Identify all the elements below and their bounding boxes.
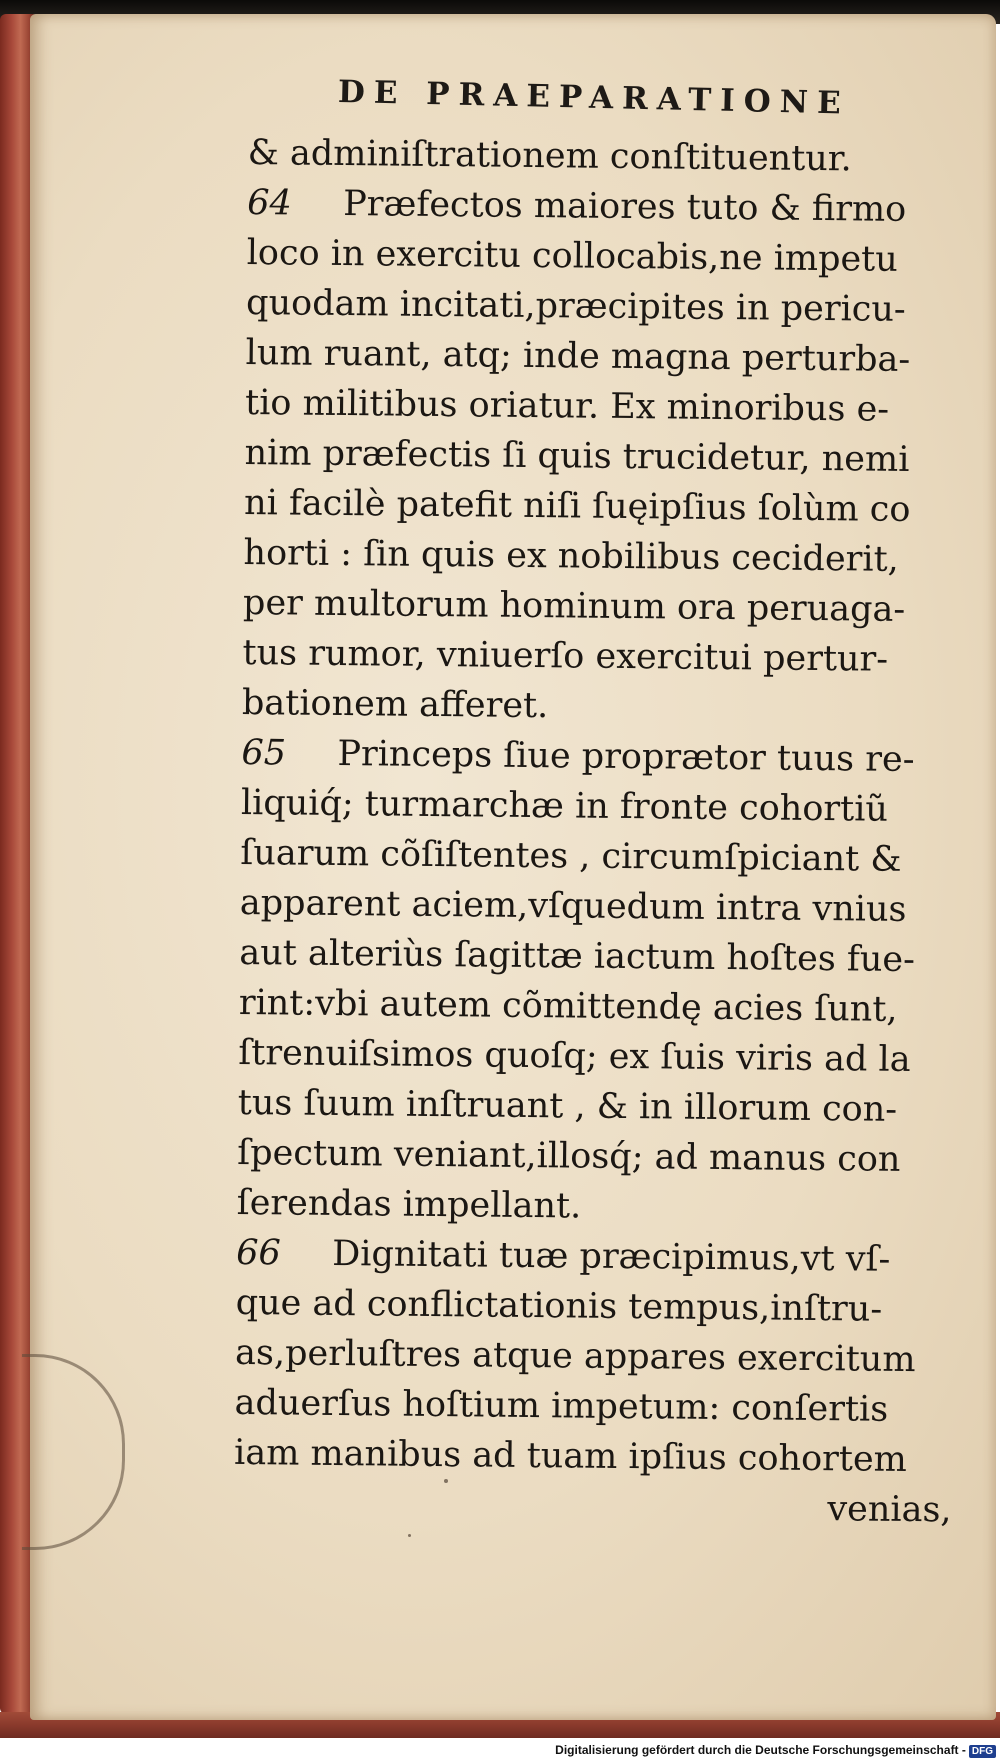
line-text: que ad conflictationis tempus,inſtru- [235,1282,883,1330]
line-text: ſerendas impellant. [236,1182,582,1227]
section-number: 65 [241,732,287,774]
line-text: ſuarum cõſiſtentes , circumſpiciant & [240,832,902,880]
line-text: & adminiſtrationem conſtituentur. [247,132,853,180]
line-text: horti : ſin quis ex nobilibus ceciderit, [243,532,899,580]
line-text: ni facilè patefit niſi ſuęipſius ſolùm co [243,482,911,530]
text-line [239,928,979,986]
text-line [246,278,986,336]
text-line [240,878,980,936]
text-line [245,378,985,436]
line-text: Dignitati tuæ præcipimus,vt vſ- [332,1233,891,1280]
text-line [247,128,987,186]
line-text: rint:vbi autem cõmittendę acies ſunt, [238,982,898,1030]
line-text: quodam incitati,præcipites in pericu- [245,282,906,330]
text-line [240,828,980,886]
line-text: bationem afferet. [241,682,549,727]
text-line [246,228,986,286]
catchword: venias, [827,1489,952,1531]
line-text: Præfectos maiores tuto & firmo [342,184,907,230]
credit-text: Digitalisierung gefördert durch die Deutsche Forschungsgemeinschaft - [555,1743,966,1757]
text-line [242,628,982,686]
text-line [241,778,981,836]
line-text: aduerſus hoſtium impetum: conſertis [234,1382,889,1430]
line-text: Princeps ſiue proprætor tuus re- [337,733,915,781]
line-text: as,perluſtres atque appares exercitum [234,1332,916,1381]
text-line [242,678,982,736]
text-line [244,428,984,486]
line-text: per multorum hominum ora peruaga- [242,582,906,630]
line-text: loco in exercitu collocabis,ne impetu [246,232,898,280]
text-line [235,1278,975,1336]
dfg-logo: DFG [969,1745,996,1758]
running-head: DE PRAEPARATIONE [337,74,851,122]
text-line [234,1378,974,1436]
text-line [247,178,987,236]
text-line [234,1428,974,1486]
text-line [245,328,985,386]
line-text: nim præfectis ſi quis trucidetur, nemi [244,432,910,480]
line-text: ſtrenuiſsimos quoſq; ex ſuis viris ad la [238,1032,911,1080]
line-text: tus rumor, vniuerſo exercitui pertur- [242,632,889,680]
line-text: apparent aciem,vſquedum intra vnius [239,882,907,930]
text-line [239,978,979,1036]
text-line [244,478,984,536]
ink-speck [408,1534,411,1537]
section-number: 64 [247,182,292,224]
line-text: iam manibus ad tuam ipſius cohortem [233,1432,908,1480]
line-text: tus ſuum inſtruant , & in illorum con- [237,1082,898,1130]
text-line [238,1078,978,1136]
body-text [233,128,988,1536]
digitization-credit [555,1743,996,1758]
text-line [243,528,983,586]
line-text: liquiq́; turmarchæ in fronte cohortiũ [240,782,889,830]
text-line [241,728,981,786]
page-curl-mark [22,1354,125,1550]
text-line [238,1028,978,1086]
text-line [243,578,983,636]
text-line [236,1228,976,1286]
line-text: ſpectum veniant,illosq́; ad manus con [237,1132,901,1180]
text-line [237,1128,977,1186]
section-number: 66 [236,1232,281,1274]
text-line [236,1178,976,1236]
line-text: aut alteriùs ſagittæ iactum hoſtes fue- [239,932,916,981]
line-text: tio militibus oriatur. Ex minoribus e- [244,382,890,430]
line-text: lum ruant, atq; inde magna perturba- [245,332,911,380]
text-line [235,1328,975,1386]
